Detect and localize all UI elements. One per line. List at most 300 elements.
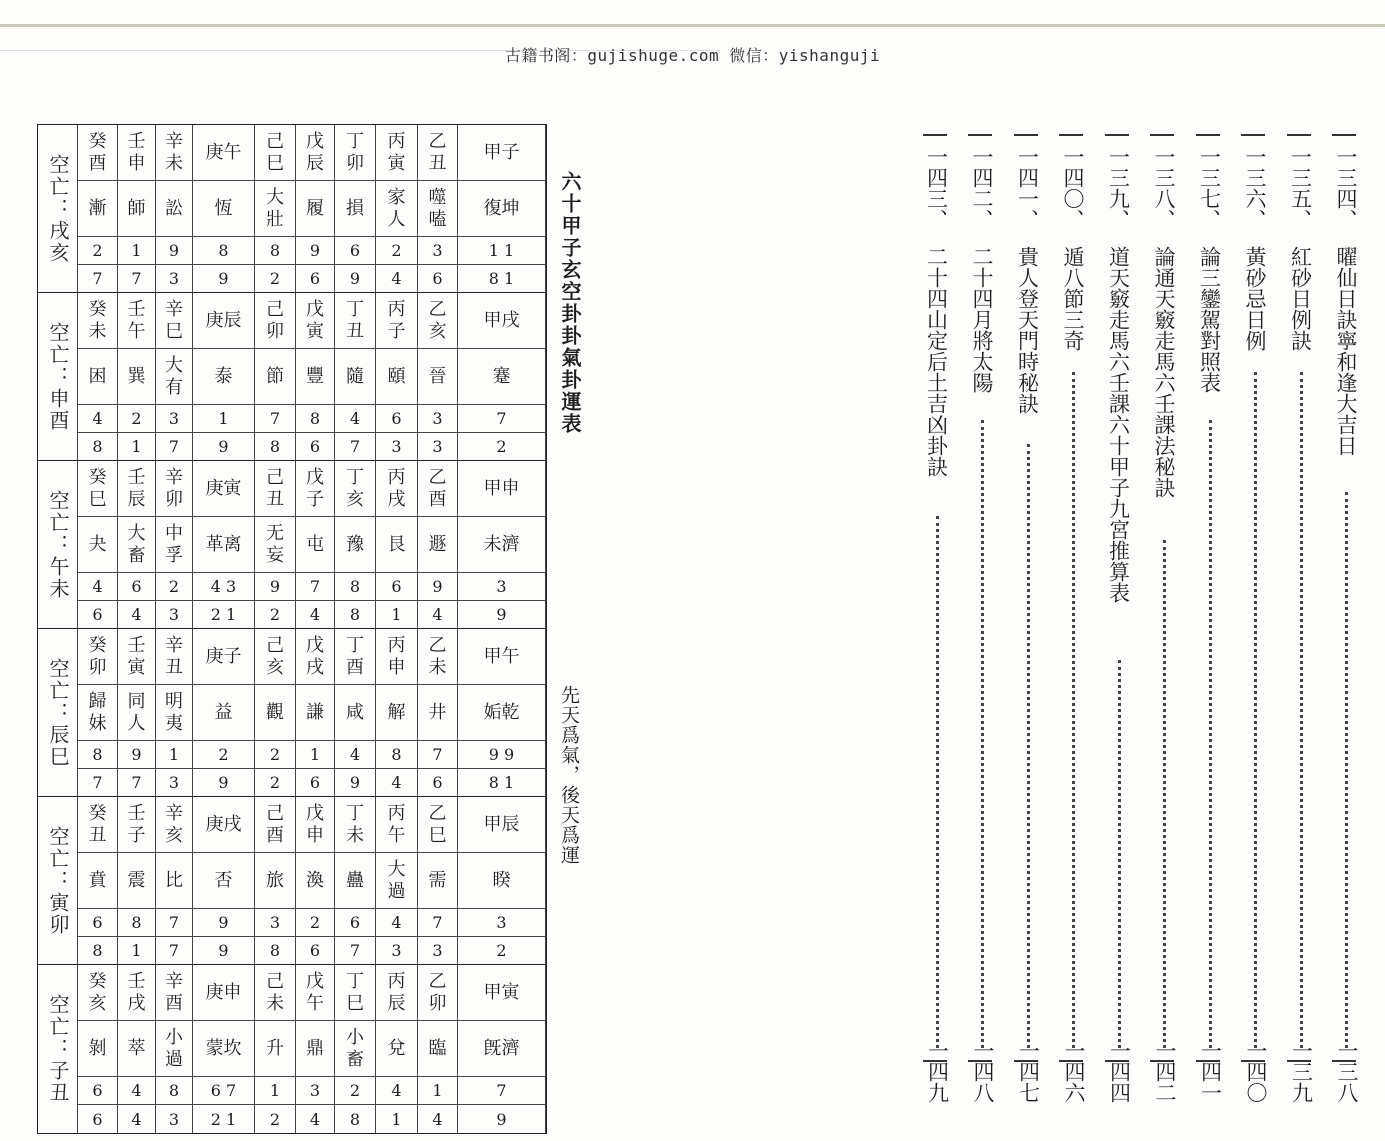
toc-entry-title: 貴人登天門時秘訣: [1015, 246, 1040, 414]
yun-number-cell: 9: [458, 1105, 546, 1133]
hexagram-cell: 兌: [376, 1021, 418, 1077]
stem-cell: 丙戌: [376, 461, 418, 517]
qi-number-cell: 4 3: [193, 573, 255, 601]
toc-page-number-text: 一四二: [1153, 1040, 1177, 1103]
hexagram-cell: 蠱: [335, 853, 376, 909]
stem-cell: 庚戌: [193, 797, 255, 853]
page-header: [0, 43, 1385, 66]
stem-cell: 庚寅: [193, 461, 255, 517]
stem-cell: 乙巳: [418, 797, 458, 853]
hexagram-cell: 大壯: [255, 181, 296, 237]
toc-leader-dots: [1254, 372, 1257, 1048]
stem-cell: 癸酉: [78, 125, 118, 181]
toc-entry-title: 二十四月將太陽: [970, 246, 994, 393]
toc-leader-dots: [1300, 372, 1303, 1048]
hexagram-cell: 大過: [376, 853, 418, 909]
toc-page-number-text: 一四一: [1198, 1040, 1223, 1103]
qi-number-cell: 3: [156, 405, 193, 433]
hexagram-cell: 睽: [458, 853, 546, 909]
stem-cell: 乙酉: [418, 461, 458, 517]
hexagram-cell: 小過: [156, 1021, 193, 1077]
toc-page-number: [1198, 1040, 1226, 1103]
toc-leading-dash: [923, 134, 947, 136]
yun-number-cell: 9: [193, 769, 255, 797]
qi-number-cell: 3: [418, 237, 458, 265]
stem-cell: 甲午: [458, 629, 546, 685]
yun-number-cell: 1: [376, 601, 418, 629]
yun-number-cell: 1: [118, 433, 156, 461]
hexagram-cell: 隨: [335, 349, 376, 405]
toc-entry-title: 論通天竅走馬六壬課法秘訣: [1152, 246, 1176, 498]
qi-number-cell: 7: [255, 405, 296, 433]
void-label: [38, 797, 78, 965]
hexagram-cell: 履: [296, 181, 335, 237]
qi-number-cell: 3: [458, 573, 546, 601]
toc-page-number-text: 一四六: [1062, 1040, 1086, 1103]
yun-number-cell: 2: [255, 601, 296, 629]
qi-number-cell: 8: [255, 237, 296, 265]
toc-entry[interactable]: [966, 128, 1000, 1133]
toc-leading-dash: [1196, 134, 1220, 136]
hexagram-cell: 損: [335, 181, 376, 237]
toc-page-number: [1152, 1040, 1180, 1103]
stem-cell: 己巳: [255, 125, 296, 181]
qi-number-cell: 4: [78, 573, 118, 601]
yun-number-cell: 9: [335, 769, 376, 797]
qi-number-cell: 6 7: [193, 1077, 255, 1105]
yun-number-cell: 8: [78, 433, 118, 461]
qi-number-cell: 2: [118, 405, 156, 433]
hexagram-cell: 否: [193, 853, 255, 909]
hexagram-cell: 大有: [156, 349, 193, 405]
hexagram-cell: 革离: [193, 517, 255, 573]
stem-cell: 癸丑: [78, 797, 118, 853]
qi-number-cell: 4: [78, 405, 118, 433]
toc-leading-dash: [1059, 134, 1083, 136]
yun-number-cell: 3: [376, 433, 418, 461]
yun-number-cell: 7: [335, 433, 376, 461]
stem-cell: 戊戌: [296, 629, 335, 685]
hexagram-cell: 復坤: [458, 181, 546, 237]
hexagram-cell: 大畜: [118, 517, 156, 573]
hexagram-cell: 頤: [376, 349, 418, 405]
qi-number-cell: 8: [376, 741, 418, 769]
hexagram-cell: 旅: [255, 853, 296, 909]
yun-number-cell: 6: [296, 433, 335, 461]
qi-number-cell: 2: [193, 741, 255, 769]
qi-number-cell: 7: [156, 909, 193, 937]
hexagram-cell: 師: [118, 181, 156, 237]
stem-cell: 丙寅: [376, 125, 418, 181]
yun-number-cell: 2: [458, 937, 546, 965]
yun-number-cell: 2: [255, 769, 296, 797]
void-label: [38, 293, 78, 461]
stem-cell: 甲戌: [458, 293, 546, 349]
stem-cell: 丁酉: [335, 629, 376, 685]
hexagram-cell: 咸: [335, 685, 376, 741]
hexagram-cell: 井: [418, 685, 458, 741]
toc-entry[interactable]: [1057, 128, 1091, 1133]
yun-number-cell: 8 1: [458, 769, 546, 797]
qi-number-cell: 9: [118, 741, 156, 769]
hexagram-cell: 需: [418, 853, 458, 909]
hexagram-cell: 節: [255, 349, 296, 405]
stem-cell: 戊午: [296, 965, 335, 1021]
hexagram-cell: 噬嗑: [418, 181, 458, 237]
stem-cell: 辛亥: [156, 797, 193, 853]
stem-cell: 辛酉: [156, 965, 193, 1021]
hexagram-cell: 蹇: [458, 349, 546, 405]
hexagram-cell: 困: [78, 349, 118, 405]
hexagram-cell: 艮: [376, 517, 418, 573]
stem-cell: 乙丑: [418, 125, 458, 181]
stem-cell: 己卯: [255, 293, 296, 349]
qi-number-cell: 9: [193, 909, 255, 937]
toc-page-number-text: 一四八: [971, 1040, 995, 1103]
qi-number-cell: 7: [458, 1077, 546, 1105]
qi-number-cell: 6: [335, 909, 376, 937]
qi-number-cell: 4: [335, 741, 376, 769]
void-label-text: 空亡：午未: [46, 489, 70, 600]
yun-number-cell: 3: [156, 1105, 193, 1133]
hexagram-cell: 蒙坎: [193, 1021, 255, 1077]
header-url: gujishuge.com: [587, 46, 720, 65]
toc-entry-title: 黃砂忌日例: [1243, 246, 1267, 351]
toc-leading-dash: [1332, 134, 1356, 136]
hexagram-cell: 明夷: [156, 685, 193, 741]
toc-entry[interactable]: [1285, 128, 1319, 1133]
hexagram-cell: 中孚: [156, 517, 193, 573]
toc-entry-number: 一三四、: [1334, 146, 1358, 230]
qi-number-cell: 1: [296, 741, 335, 769]
yun-number-cell: 7: [78, 265, 118, 293]
hexagram-cell: 恆: [193, 181, 255, 237]
toc-page-number: [1289, 1040, 1317, 1103]
stem-cell: 丁卯: [335, 125, 376, 181]
toc-entry-number: 一三五、: [1288, 146, 1313, 230]
yun-number-cell: 4: [376, 769, 418, 797]
yun-number-cell: 2 1: [193, 601, 255, 629]
stem-cell: 癸巳: [78, 461, 118, 517]
hexagram-cell: 臨: [418, 1021, 458, 1077]
qi-number-cell: 6: [376, 573, 418, 601]
qi-number-cell: 8: [118, 909, 156, 937]
stem-cell: 庚申: [193, 965, 255, 1021]
toc-leader-dots: [1118, 660, 1121, 1048]
yun-number-cell: 3: [418, 937, 458, 965]
qi-number-cell: 3: [296, 1077, 335, 1105]
hexagram-cell: 賁: [78, 853, 118, 909]
yun-number-cell: 2: [255, 1105, 296, 1133]
stem-cell: 辛丑: [156, 629, 193, 685]
qi-number-cell: 7: [458, 405, 546, 433]
hexagram-cell: 遯: [418, 517, 458, 573]
toc-leading-dash: [968, 134, 992, 136]
stem-cell: 壬午: [118, 293, 156, 349]
qi-number-cell: 9 9: [458, 741, 546, 769]
yun-number-cell: 9: [193, 937, 255, 965]
toc-page-number-text: 一四九: [925, 1040, 950, 1103]
stem-cell: 甲申: [458, 461, 546, 517]
toc-page-number: [1107, 1040, 1135, 1103]
qi-number-cell: 4: [118, 1077, 156, 1105]
yun-number-cell: 4: [296, 1105, 335, 1133]
toc-leader-dots: [1209, 420, 1212, 1048]
toc-entry-number: 一三六、: [1243, 146, 1267, 230]
hexagram-cell: 比: [156, 853, 193, 909]
hexagram-cell: 巽: [118, 349, 156, 405]
hexagram-cell: 姤乾: [458, 685, 546, 741]
void-label-text: 空亡：辰巳: [46, 657, 70, 768]
hexagram-cell: 晉: [418, 349, 458, 405]
toc-leader-dots: [936, 516, 939, 1048]
hexagram-cell: 同人: [118, 685, 156, 741]
qi-number-cell: 6: [335, 237, 376, 265]
qi-number-cell: 4: [376, 909, 418, 937]
toc-entry-title: 二十四山定后土吉凶卦訣: [924, 246, 949, 477]
qi-number-cell: 4: [335, 405, 376, 433]
hexagram-cell: 震: [118, 853, 156, 909]
hexagram-cell: 旣濟: [458, 1021, 546, 1077]
yun-number-cell: 4: [418, 1105, 458, 1133]
toc-entry[interactable]: [1194, 128, 1228, 1133]
yun-number-cell: 6: [296, 265, 335, 293]
yun-number-cell: 1: [118, 937, 156, 965]
toc-entry-number: 一四三、: [924, 146, 949, 230]
yun-number-cell: 6: [296, 937, 335, 965]
stem-cell: 己未: [255, 965, 296, 1021]
yun-number-cell: 4: [418, 601, 458, 629]
toc-page-number: [1243, 1040, 1271, 1103]
toc-leader-dots: [1072, 372, 1075, 1048]
yun-number-cell: 8: [335, 601, 376, 629]
yun-number-cell: 8: [335, 1105, 376, 1133]
stem-cell: 庚子: [193, 629, 255, 685]
stem-cell: 庚辰: [193, 293, 255, 349]
hexagram-cell: 泰: [193, 349, 255, 405]
hexagram-cell: 鼎: [296, 1021, 335, 1077]
toc-entry-number: 一三七、: [1197, 146, 1222, 230]
toc-entry-number: 一四〇、: [1061, 146, 1085, 230]
qi-number-cell: 6: [78, 909, 118, 937]
stem-cell: 壬子: [118, 797, 156, 853]
qi-number-cell: 1: [418, 1077, 458, 1105]
yun-number-cell: 8: [255, 937, 296, 965]
stem-cell: 癸未: [78, 293, 118, 349]
stem-cell: 丁未: [335, 797, 376, 853]
header-wechat: 微信：yishanguji: [719, 46, 881, 65]
stem-cell: 己丑: [255, 461, 296, 517]
toc-entry[interactable]: [1012, 128, 1046, 1133]
yun-number-cell: 4: [376, 265, 418, 293]
toc-page-number: [1061, 1040, 1089, 1103]
qi-number-cell: 1: [156, 741, 193, 769]
toc-leader-dots: [1027, 444, 1030, 1048]
yun-number-cell: 8: [255, 433, 296, 461]
stem-cell: 癸卯: [78, 629, 118, 685]
hexagram-cell: 小畜: [335, 1021, 376, 1077]
toc-entry-title: 論三鑾駕對照表: [1197, 246, 1222, 393]
yun-number-cell: 3: [156, 601, 193, 629]
yun-number-cell: 7: [156, 433, 193, 461]
stem-cell: 戊申: [296, 797, 335, 853]
stem-cell: 辛未: [156, 125, 193, 181]
hexagram-cell: 豫: [335, 517, 376, 573]
yun-number-cell: 3: [376, 937, 418, 965]
qi-number-cell: 8: [78, 741, 118, 769]
hexagram-cell: 謙: [296, 685, 335, 741]
toc-leader-dots: [1345, 492, 1348, 1048]
qi-number-cell: 1: [193, 405, 255, 433]
yun-number-cell: 6: [78, 1105, 118, 1133]
yun-number-cell: 6: [296, 769, 335, 797]
table-title-column: [548, 125, 585, 1133]
stem-cell: 甲寅: [458, 965, 546, 1021]
yun-number-cell: 1: [376, 1105, 418, 1133]
stem-cell: 壬申: [118, 125, 156, 181]
toc-page-number-text: 一四七: [1016, 1040, 1041, 1103]
toc-entry-number: 一三九、: [1106, 146, 1131, 230]
hexagram-cell: 无妄: [255, 517, 296, 573]
stem-cell: 己酉: [255, 797, 296, 853]
qi-number-cell: 2: [376, 237, 418, 265]
hexagram-cell: 漸: [78, 181, 118, 237]
toc-entry-number: 一四一、: [1015, 146, 1040, 230]
table-title: 六十甲子玄空卦卦氣卦運表: [558, 171, 582, 435]
toc-entry-title: 道天竅走馬六壬課六十甲子九宮推算表: [1106, 246, 1131, 603]
hexagram-cell: 豐: [296, 349, 335, 405]
qi-number-cell: 6: [78, 1077, 118, 1105]
yun-number-cell: 7: [156, 937, 193, 965]
stem-cell: 辛巳: [156, 293, 193, 349]
hexagram-cell: 屯: [296, 517, 335, 573]
stem-cell: 戊辰: [296, 125, 335, 181]
qi-number-cell: 2: [255, 741, 296, 769]
yun-number-cell: 2 1: [193, 1105, 255, 1133]
stem-cell: 丁巳: [335, 965, 376, 1021]
hexagram-cell: 渙: [296, 853, 335, 909]
toc-entry-title: 紅砂日例訣: [1288, 246, 1313, 351]
toc-leading-dash: [1150, 134, 1174, 136]
void-label: [38, 461, 78, 629]
yun-number-cell: 4: [118, 601, 156, 629]
yun-number-cell: 3: [156, 265, 193, 293]
toc-leading-dash: [1105, 134, 1129, 136]
stem-cell: 甲辰: [458, 797, 546, 853]
stem-cell: 丙午: [376, 797, 418, 853]
top-rule: [0, 24, 1385, 27]
hexagram-cell: 歸妹: [78, 685, 118, 741]
void-label: [38, 629, 78, 797]
header-site: 古籍书阁：: [504, 46, 588, 65]
qi-number-cell: 9: [255, 573, 296, 601]
toc-entry-number: 一三八、: [1152, 146, 1176, 230]
toc-page-number: [970, 1040, 998, 1103]
qi-number-cell: 3: [418, 405, 458, 433]
hexagram-cell: 觀: [255, 685, 296, 741]
hexagram-cell: 益: [193, 685, 255, 741]
qi-number-cell: 8: [335, 573, 376, 601]
toc-page-number-text: 一四〇: [1244, 1040, 1268, 1103]
qi-number-cell: 2: [78, 237, 118, 265]
toc-entry-number: 一四二、: [970, 146, 994, 230]
yun-number-cell: 6: [418, 265, 458, 293]
toc-leading-dash: [1241, 134, 1265, 136]
hexagram-cell: 萃: [118, 1021, 156, 1077]
toc-page-number-text: 一四四: [1107, 1040, 1132, 1103]
qi-number-cell: 6: [118, 573, 156, 601]
yun-number-cell: 8: [78, 937, 118, 965]
stem-cell: 丙申: [376, 629, 418, 685]
void-label-text: 空亡：申酉: [46, 321, 70, 432]
stem-cell: 戊子: [296, 461, 335, 517]
qi-number-cell: 8: [193, 237, 255, 265]
toc-entry[interactable]: [921, 128, 955, 1133]
qi-number-cell: 3: [458, 909, 546, 937]
qi-number-cell: 1 1: [458, 237, 546, 265]
toc-page-number: [1016, 1040, 1044, 1103]
qi-number-cell: 8: [296, 405, 335, 433]
qi-number-cell: 7: [418, 741, 458, 769]
yun-number-cell: 7: [118, 265, 156, 293]
yun-number-cell: 9: [335, 265, 376, 293]
hexagram-cell: 未濟: [458, 517, 546, 573]
void-label: [38, 125, 78, 293]
toc-leading-dash: [1014, 134, 1038, 136]
qi-number-cell: 4: [376, 1077, 418, 1105]
void-label-text: 空亡：戌亥: [46, 153, 70, 264]
qi-number-cell: 1: [118, 237, 156, 265]
stem-cell: 丙子: [376, 293, 418, 349]
stem-cell: 癸亥: [78, 965, 118, 1021]
void-label-text: 空亡：寅卯: [46, 825, 70, 936]
stem-cell: 甲子: [458, 125, 546, 181]
yun-number-cell: 3: [418, 433, 458, 461]
table-subtitle: 先天爲氣，後天爲運: [558, 685, 580, 865]
qi-number-cell: 2: [335, 1077, 376, 1105]
toc-entry[interactable]: [1239, 128, 1273, 1133]
hexagram-cell: 解: [376, 685, 418, 741]
yun-number-cell: 9: [193, 433, 255, 461]
stem-cell: 丁亥: [335, 461, 376, 517]
stem-cell: 己亥: [255, 629, 296, 685]
toc-entry[interactable]: [1148, 128, 1182, 1133]
yun-number-cell: 8 1: [458, 265, 546, 293]
stem-cell: 丁丑: [335, 293, 376, 349]
stem-cell: 壬辰: [118, 461, 156, 517]
yun-number-cell: 4: [118, 1105, 156, 1133]
toc-leader-dots: [981, 420, 984, 1048]
qi-number-cell: 9: [296, 237, 335, 265]
qi-number-cell: 1: [255, 1077, 296, 1105]
qi-number-cell: 3: [255, 909, 296, 937]
qi-number-cell: 7: [296, 573, 335, 601]
toc-entry[interactable]: [1103, 128, 1137, 1133]
toc-page-number-text: 一三八: [1335, 1040, 1359, 1103]
yun-number-cell: 7: [118, 769, 156, 797]
yun-number-cell: 9: [193, 265, 255, 293]
hexagram-cell: 家人: [376, 181, 418, 237]
yun-number-cell: 3: [156, 769, 193, 797]
yun-number-cell: 6: [418, 769, 458, 797]
yun-number-cell: 2: [458, 433, 546, 461]
yun-number-cell: 7: [335, 937, 376, 965]
toc-entry[interactable]: [1330, 128, 1364, 1133]
yun-number-cell: 2: [255, 265, 296, 293]
qi-number-cell: 9: [418, 573, 458, 601]
stem-cell: 戊寅: [296, 293, 335, 349]
yun-number-cell: 7: [78, 769, 118, 797]
